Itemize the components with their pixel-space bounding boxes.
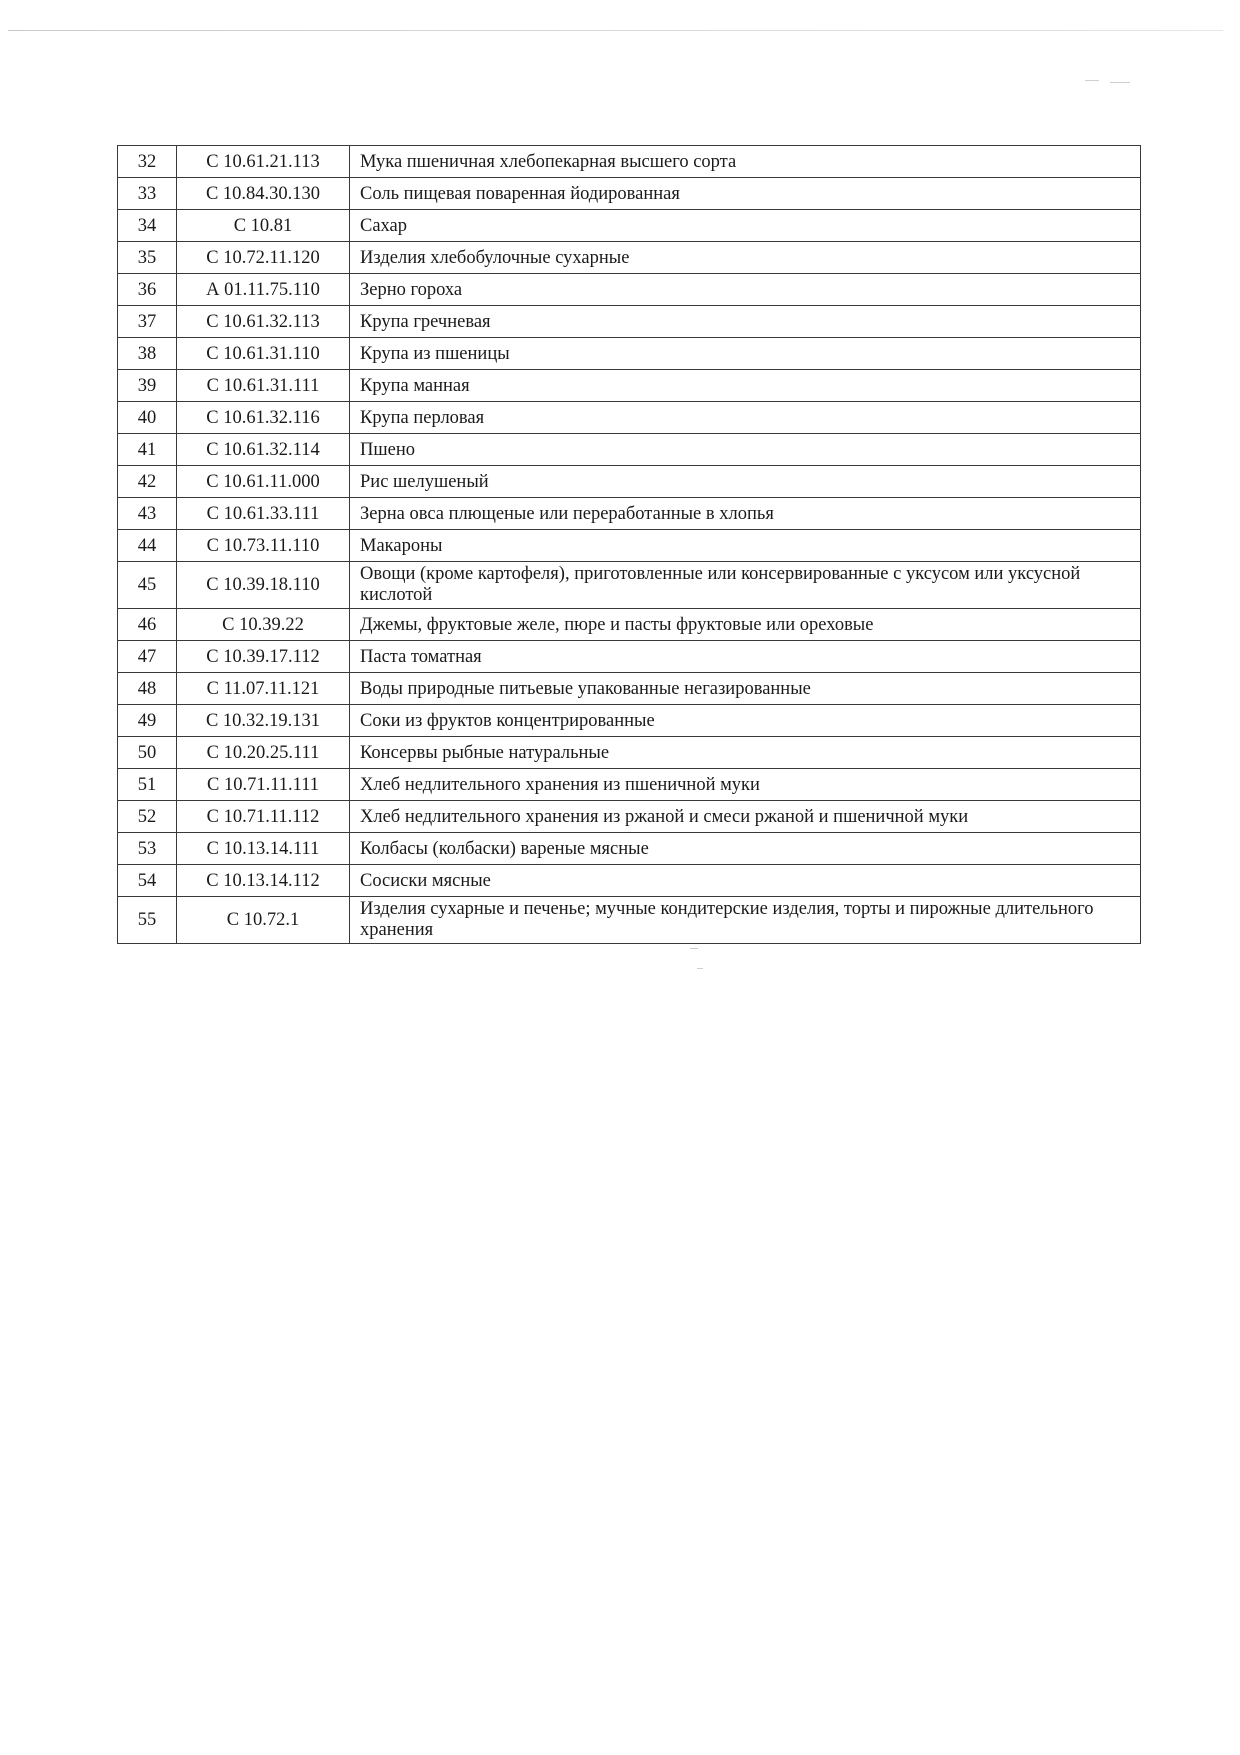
row-number-cell: 35 — [118, 242, 177, 274]
product-code-cell: С 10.61.32.116 — [177, 402, 350, 434]
product-name-cell: Хлеб недлительного хранения из ржаной и смеси ржаной и пшеничной муки — [350, 801, 1141, 833]
row-number-cell: 51 — [118, 769, 177, 801]
row-number-cell: 55 — [118, 897, 177, 944]
row-number-cell: 36 — [118, 274, 177, 306]
table-row — [118, 210, 1141, 242]
product-name-cell: Овощи (кроме картофеля), приготовленные или консервированные с уксусом или уксусной кислотой — [350, 562, 1141, 609]
product-name-cell: Зерна овса плющеные или переработанные в хлопья — [350, 498, 1141, 530]
row-number-cell: 39 — [118, 370, 177, 402]
row-number-cell: 41 — [118, 434, 177, 466]
row-number-cell: 54 — [118, 865, 177, 897]
table-row — [118, 306, 1141, 338]
product-name-cell: Соки из фруктов концентрированные — [350, 705, 1141, 737]
product-name-cell: Изделия хлебобулочные сухарные — [350, 242, 1141, 274]
row-number-cell: 37 — [118, 306, 177, 338]
table-row — [118, 897, 1141, 944]
product-table — [117, 145, 1141, 944]
scan-speck — [690, 948, 698, 949]
row-number-cell: 49 — [118, 705, 177, 737]
table-row — [118, 242, 1141, 274]
product-name-cell: Сахар — [350, 210, 1141, 242]
row-number-cell: 44 — [118, 530, 177, 562]
product-code-cell: С 10.39.18.110 — [177, 562, 350, 609]
product-code-cell: С 10.81 — [177, 210, 350, 242]
product-code-cell: С 10.61.32.114 — [177, 434, 350, 466]
product-name-cell: Крупа перловая — [350, 402, 1141, 434]
table-row — [118, 530, 1141, 562]
row-number-cell: 52 — [118, 801, 177, 833]
table-row — [118, 498, 1141, 530]
product-code-cell: С 10.39.17.112 — [177, 641, 350, 673]
product-code-cell: С 10.20.25.111 — [177, 737, 350, 769]
product-name-cell: Мука пшеничная хлебопекарная высшего сорта — [350, 146, 1141, 178]
product-name-cell: Хлеб недлительного хранения из пшеничной муки — [350, 769, 1141, 801]
row-number-cell: 38 — [118, 338, 177, 370]
product-name-cell: Пшено — [350, 434, 1141, 466]
row-number-cell: 43 — [118, 498, 177, 530]
table-row — [118, 801, 1141, 833]
row-number-cell: 48 — [118, 673, 177, 705]
table-row — [118, 769, 1141, 801]
row-number-cell: 34 — [118, 210, 177, 242]
product-name-cell: Сосиски мясные — [350, 865, 1141, 897]
product-code-cell: С 10.72.11.120 — [177, 242, 350, 274]
product-name-cell: Макароны — [350, 530, 1141, 562]
row-number-cell: 53 — [118, 833, 177, 865]
product-code-cell: С 10.71.11.111 — [177, 769, 350, 801]
product-name-cell: Изделия сухарные и печенье; мучные кондитерские изделия, торты и пирожные длительного хранения — [350, 897, 1141, 944]
row-number-cell: 46 — [118, 609, 177, 641]
table-row — [118, 370, 1141, 402]
product-name-cell: Крупа манная — [350, 370, 1141, 402]
product-code-cell: С 10.84.30.130 — [177, 178, 350, 210]
product-name-cell: Джемы, фруктовые желе, пюре и пасты фруктовые или ореховые — [350, 609, 1141, 641]
table-row — [118, 705, 1141, 737]
product-code-cell: С 10.61.11.000 — [177, 466, 350, 498]
product-code-cell: С 10.61.31.111 — [177, 370, 350, 402]
product-name-cell: Колбасы (колбаски) вареные мясные — [350, 833, 1141, 865]
row-number-cell: 42 — [118, 466, 177, 498]
product-name-cell: Крупа из пшеницы — [350, 338, 1141, 370]
table-row — [118, 641, 1141, 673]
table-row — [118, 146, 1141, 178]
product-code-cell: С 10.39.22 — [177, 609, 350, 641]
scan-edge-line — [8, 30, 1223, 31]
product-name-cell: Зерно гороха — [350, 274, 1141, 306]
scan-speck — [697, 968, 703, 969]
table-row — [118, 434, 1141, 466]
product-code-cell: С 10.61.32.113 — [177, 306, 350, 338]
product-code-cell: С 10.32.19.131 — [177, 705, 350, 737]
table-row — [118, 609, 1141, 641]
scan-speck — [1110, 82, 1130, 83]
row-number-cell: 33 — [118, 178, 177, 210]
product-code-cell: С 10.61.21.113 — [177, 146, 350, 178]
product-name-cell: Консервы рыбные натуральные — [350, 737, 1141, 769]
product-code-cell: С 10.73.11.110 — [177, 530, 350, 562]
row-number-cell: 47 — [118, 641, 177, 673]
product-code-cell: С 10.61.31.110 — [177, 338, 350, 370]
table-body — [118, 146, 1141, 944]
product-name-cell: Соль пищевая поваренная йодированная — [350, 178, 1141, 210]
product-name-cell: Паста томатная — [350, 641, 1141, 673]
table-row — [118, 402, 1141, 434]
product-name-cell: Крупа гречневая — [350, 306, 1141, 338]
product-code-cell: С 10.71.11.112 — [177, 801, 350, 833]
row-number-cell: 50 — [118, 737, 177, 769]
table-row — [118, 274, 1141, 306]
product-code-cell: С 10.13.14.111 — [177, 833, 350, 865]
product-code-cell: С 10.61.33.111 — [177, 498, 350, 530]
product-code-cell: С 10.72.1 — [177, 897, 350, 944]
row-number-cell: 32 — [118, 146, 177, 178]
table-row — [118, 178, 1141, 210]
table-row — [118, 673, 1141, 705]
table-row — [118, 562, 1141, 609]
table-row — [118, 737, 1141, 769]
table-row — [118, 865, 1141, 897]
product-name-cell: Рис шелушеный — [350, 466, 1141, 498]
scan-speck — [1085, 80, 1099, 81]
table-row — [118, 466, 1141, 498]
table-row — [118, 338, 1141, 370]
product-code-cell: С 10.13.14.112 — [177, 865, 350, 897]
product-name-cell: Воды природные питьевые упакованные негазированные — [350, 673, 1141, 705]
row-number-cell: 45 — [118, 562, 177, 609]
table-row — [118, 833, 1141, 865]
row-number-cell: 40 — [118, 402, 177, 434]
product-code-cell: А 01.11.75.110 — [177, 274, 350, 306]
product-code-cell: С 11.07.11.121 — [177, 673, 350, 705]
